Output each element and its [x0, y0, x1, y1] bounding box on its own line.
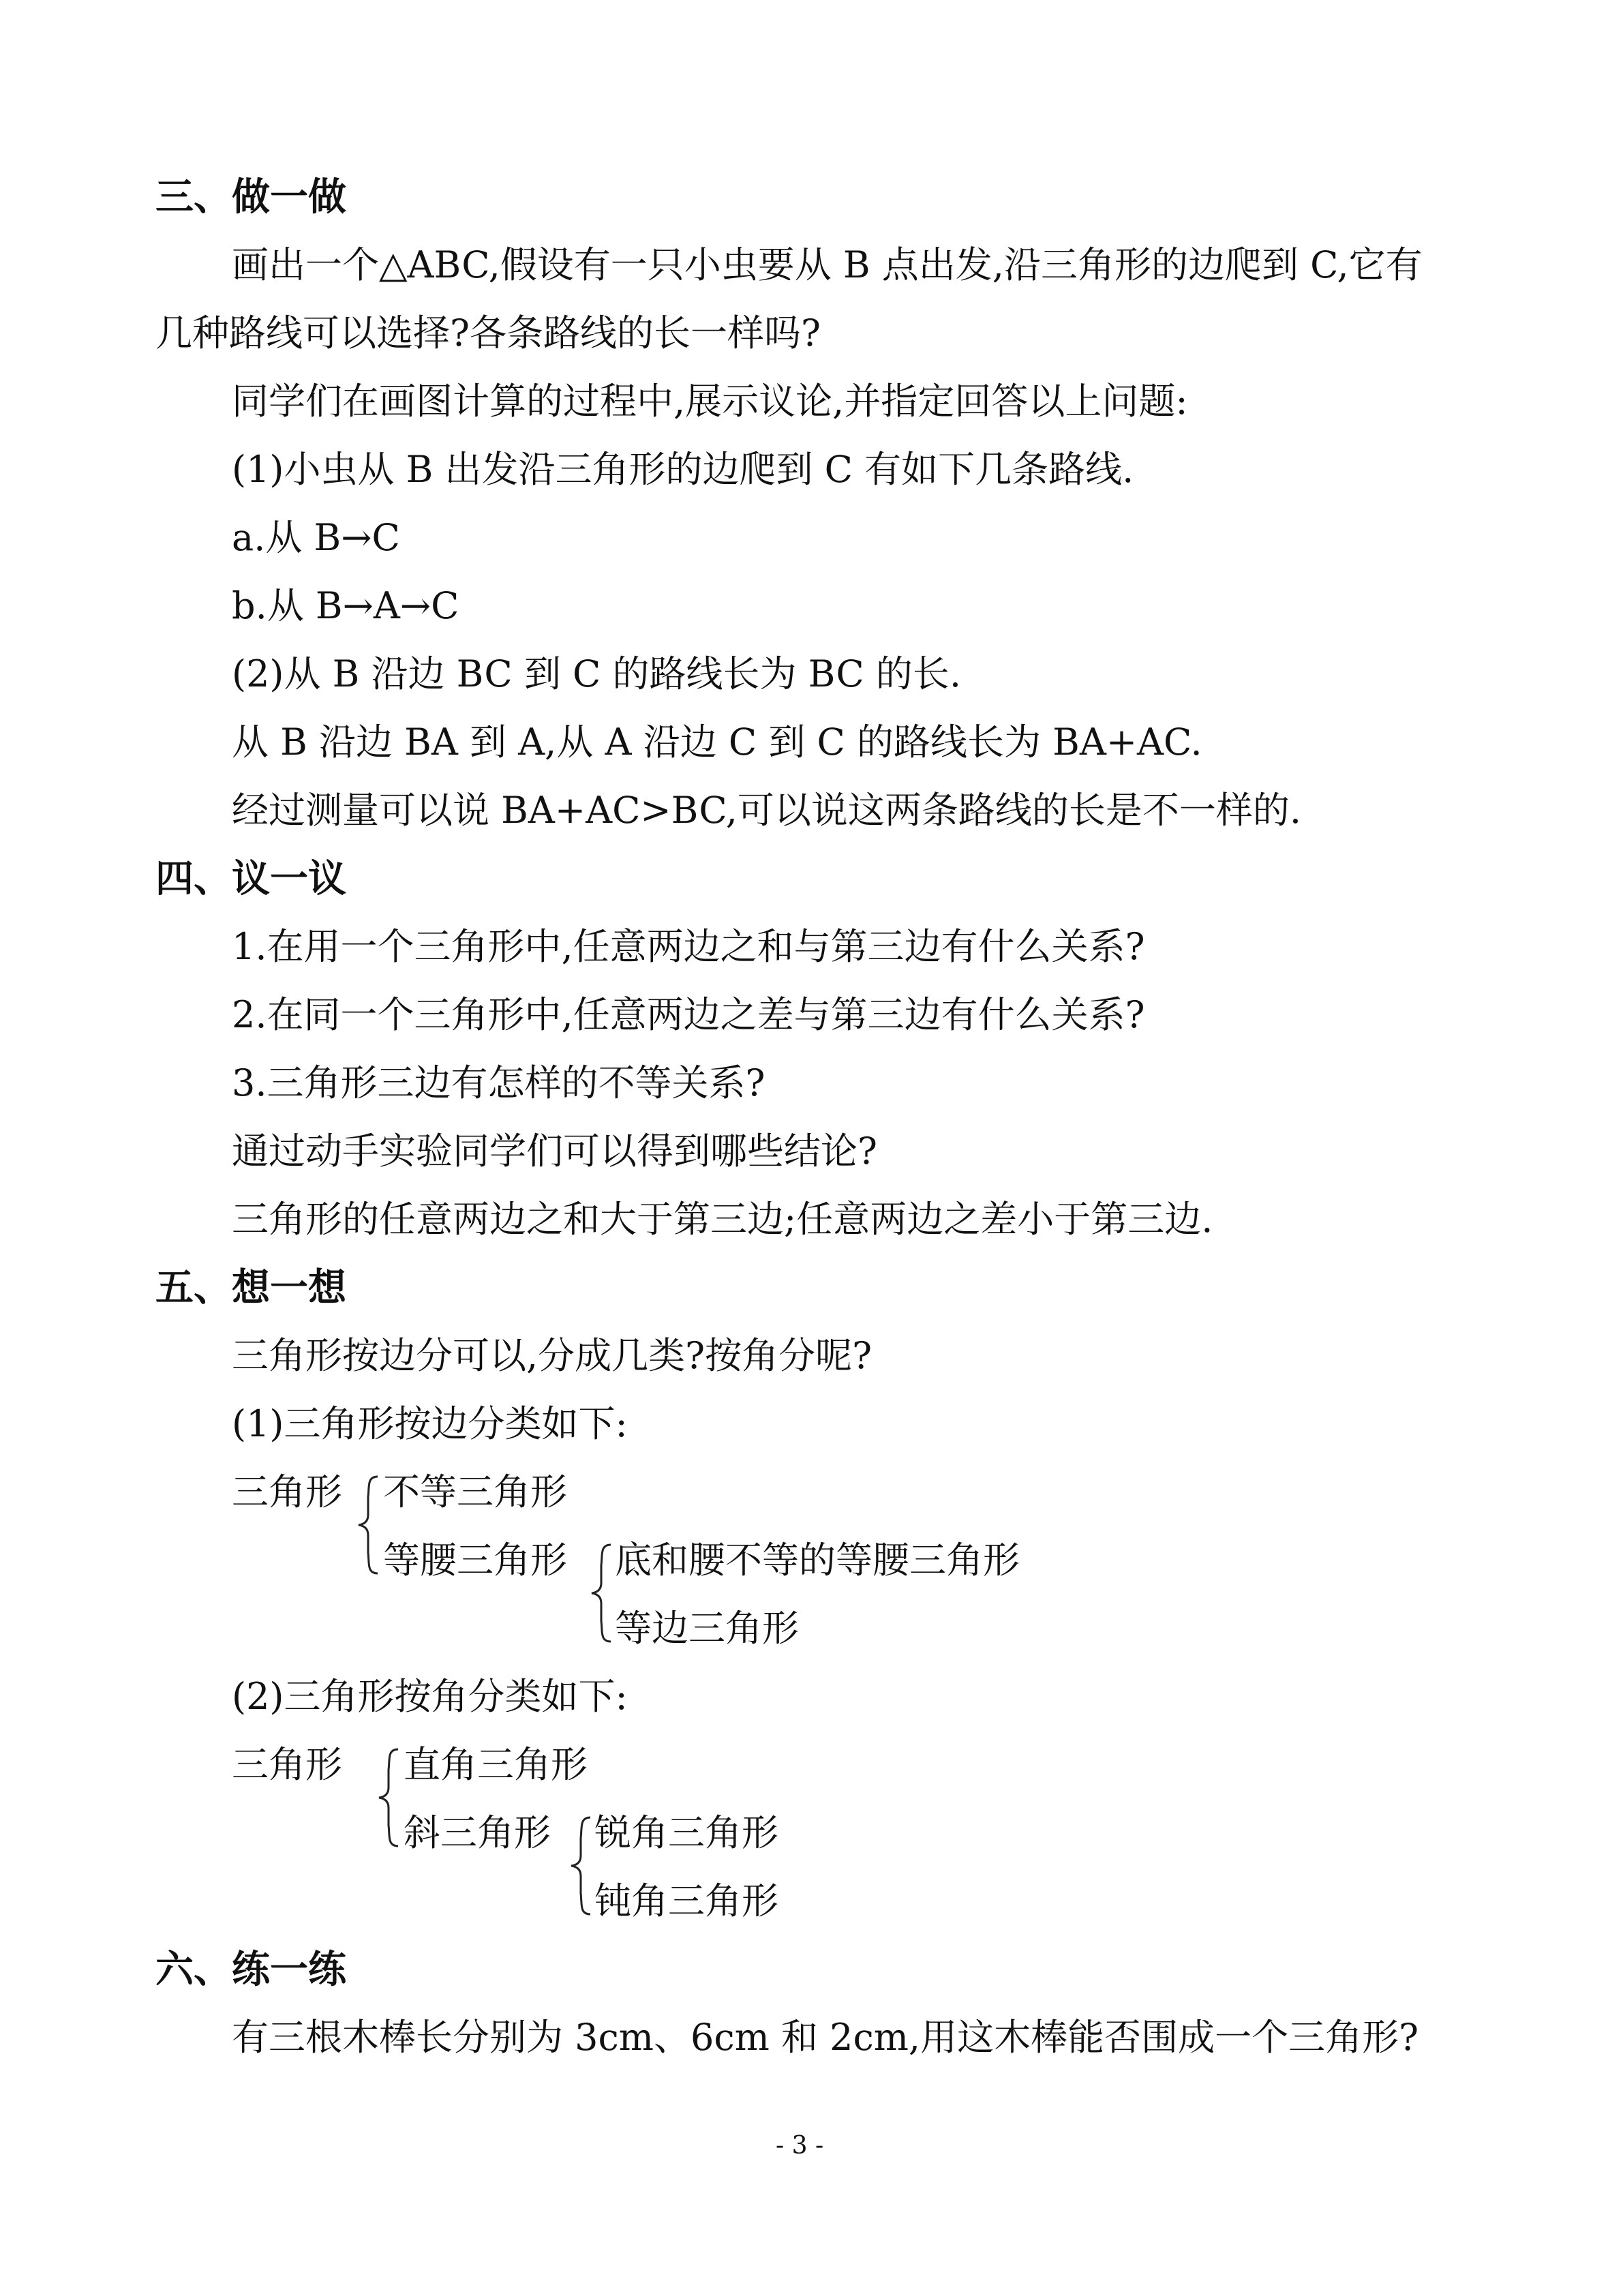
paragraph: 经过测量可以说 BA+AC>BC,可以说这两条路线的长是不一样的.	[232, 789, 1302, 832]
angle-class-oblique: 斜三角形	[404, 1811, 551, 1854]
angle-class-obtuse: 钝角三角形	[594, 1879, 778, 1922]
paragraph: 2.在同一个三角形中,任意两边之差与第三边有什么关系?	[232, 993, 1145, 1036]
page-number: - 3 -	[776, 2132, 824, 2160]
paragraph: b.从 B→A→C	[232, 584, 459, 627]
side-classification-root: 三角形	[232, 1470, 342, 1513]
section-heading-5: 五、想一想	[155, 1266, 346, 1310]
paragraph: (1)三角形按边分类如下:	[232, 1402, 628, 1445]
paragraph: (2)三角形按角分类如下:	[232, 1675, 628, 1718]
paragraph: 画出一个△ABC,假设有一只小虫要从 B 点出发,沿三角形的边爬到 C,它有	[232, 243, 1423, 286]
paragraph: 几种路线可以选择?各条路线的长一样吗?	[155, 312, 821, 354]
paragraph: a.从 B→C	[232, 516, 400, 559]
paragraph: 同学们在画图计算的过程中,展示议论,并指定回答以上问题:	[232, 380, 1188, 423]
section-heading-6: 六、练一练	[155, 1948, 346, 1992]
paragraph: 从 B 沿边 BA 到 A,从 A 沿边 C 到 C 的路线长为 BA+AC.	[232, 721, 1202, 764]
brace-icon	[375, 1747, 402, 1849]
side-class-isosceles: 等腰三角形	[383, 1539, 567, 1582]
angle-class-acute: 锐角三角形	[594, 1811, 778, 1854]
side-class-scalene: 不等三角形	[383, 1470, 567, 1513]
section-heading-4: 四、议一议	[155, 857, 346, 901]
paragraph: (2)从 B 沿边 BC 到 C 的路线长为 BC 的长.	[232, 652, 961, 695]
brace-icon	[354, 1474, 382, 1576]
paragraph: (1)小虫从 B 出发沿三角形的边爬到 C 有如下几条路线.	[232, 448, 1134, 491]
paragraph: 通过动手实验同学们可以得到哪些结论?	[232, 1130, 877, 1173]
angle-classification-root: 三角形	[232, 1743, 342, 1786]
paragraph: 3.三角形三边有怎样的不等关系?	[232, 1061, 765, 1104]
side-class-equilateral: 等边三角形	[615, 1607, 799, 1650]
brace-icon	[567, 1815, 594, 1917]
side-class-isosceles-unequal: 底和腰不等的等腰三角形	[615, 1539, 1020, 1582]
paragraph: 有三根木棒长分别为 3cm、6cm 和 2cm,用这木棒能否围成一个三角形?	[232, 2016, 1419, 2059]
paragraph: 三角形按边分可以,分成几类?按角分呢?	[232, 1334, 873, 1377]
paragraph: 三角形的任意两边之和大于第三边;任意两边之差小于第三边.	[232, 1198, 1213, 1241]
brace-icon	[588, 1542, 615, 1644]
paragraph: 1.在用一个三角形中,任意两边之和与第三边有什么关系?	[232, 925, 1145, 968]
angle-class-right: 直角三角形	[404, 1743, 588, 1786]
section-heading-3: 三、做一做	[155, 175, 346, 220]
